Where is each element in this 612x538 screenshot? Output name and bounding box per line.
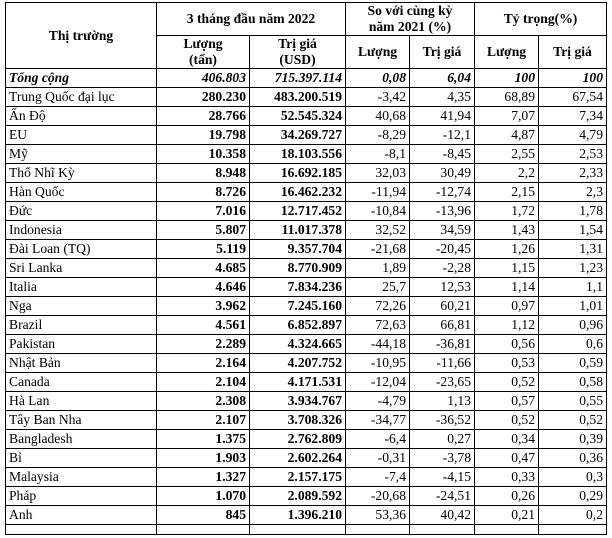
- share-value-cell: 2,53: [539, 145, 607, 164]
- share-volume-cell: 0,97: [475, 297, 539, 316]
- share-value-cell: 0,96: [539, 316, 607, 335]
- header-value: [250, 36, 346, 69]
- share-volume-cell: 1,72: [475, 202, 539, 221]
- value-cell: 52.545.324: [250, 107, 346, 126]
- change-value-cell: 60,21: [410, 297, 475, 316]
- table-row: [6, 183, 607, 202]
- total-change-volume: 0,08: [346, 69, 410, 88]
- market-name-cell: Canada: [6, 373, 157, 392]
- market-name-cell: Thổ Nhĩ Kỳ: [6, 164, 157, 183]
- value-cell: 16.692.185: [250, 164, 346, 183]
- table-row: [6, 354, 607, 373]
- header-compare-line1: So với cùng kỳ: [367, 3, 453, 18]
- change-volume-cell: 32,03: [346, 164, 410, 183]
- market-name-cell: Nhật Bản: [6, 354, 157, 373]
- volume-cell: 4.561: [157, 316, 250, 335]
- header-period: [157, 3, 346, 36]
- share-volume-cell: 1,43: [475, 221, 539, 240]
- volume-cell: 1.903: [157, 449, 250, 468]
- table-row: [6, 316, 607, 335]
- value-cell: 34.269.727: [250, 126, 346, 145]
- table-row-partial: [6, 525, 607, 535]
- table-row: [6, 107, 607, 126]
- value-cell: 4.171.531: [250, 373, 346, 392]
- table-row: [6, 240, 607, 259]
- export-market-table: [5, 2, 607, 535]
- total-share-volume: 100: [475, 69, 539, 88]
- value-cell: 7.245.160: [250, 297, 346, 316]
- change-volume-cell: -11,94: [346, 183, 410, 202]
- header-share-label: Tỷ trọng(%): [503, 11, 578, 26]
- share-value-cell: 1,31: [539, 240, 607, 259]
- share-volume-cell: 0,57: [475, 392, 539, 411]
- value-cell: 3.708.326: [250, 411, 346, 430]
- share-volume-cell: 4,87: [475, 126, 539, 145]
- change-value-cell: 66,81: [410, 316, 475, 335]
- share-volume-cell: 0,52: [475, 411, 539, 430]
- volume-cell: 4.685: [157, 259, 250, 278]
- change-volume-cell: -4,79: [346, 392, 410, 411]
- table-row: [6, 145, 607, 164]
- share-volume-cell: 0,47: [475, 449, 539, 468]
- share-value-cell: 0,39: [539, 430, 607, 449]
- market-name-cell: Malaysia: [6, 468, 157, 487]
- market-name-cell: EU: [6, 126, 157, 145]
- value-cell: 4.207.752: [250, 354, 346, 373]
- change-value-cell: 1,13: [410, 392, 475, 411]
- header-value-line2: (USD): [279, 52, 316, 67]
- change-value-cell: -36,52: [410, 411, 475, 430]
- table-row: [6, 259, 607, 278]
- header-change-volume: Lượng: [346, 36, 410, 69]
- market-name-cell: Bỉ: [6, 449, 157, 468]
- market-name-cell: Đức: [6, 202, 157, 221]
- header-compare: [346, 3, 475, 36]
- partial-cell: [346, 525, 410, 535]
- share-value-cell: 1,1: [539, 278, 607, 297]
- value-cell: 1.396.210: [250, 506, 346, 525]
- table-row: [6, 373, 607, 392]
- header-compare-line2: năm 2021 (%): [368, 19, 452, 34]
- change-volume-cell: 1,89: [346, 259, 410, 278]
- share-volume-cell: 1,26: [475, 240, 539, 259]
- volume-cell: 8.948: [157, 164, 250, 183]
- change-value-cell: -3,78: [410, 449, 475, 468]
- header-change-value: Trị giá: [410, 36, 475, 69]
- volume-cell: 2.107: [157, 411, 250, 430]
- value-cell: 7.834.236: [250, 278, 346, 297]
- change-value-cell: -36,81: [410, 335, 475, 354]
- market-name-cell: Nga: [6, 297, 157, 316]
- value-cell: 11.017.378: [250, 221, 346, 240]
- table-row: [6, 411, 607, 430]
- volume-cell: 7.016: [157, 202, 250, 221]
- share-value-cell: 0,55: [539, 392, 607, 411]
- value-cell: 6.852.897: [250, 316, 346, 335]
- total-volume: 406.803: [157, 69, 250, 88]
- volume-cell: 10.358: [157, 145, 250, 164]
- change-value-cell: -23,65: [410, 373, 475, 392]
- change-volume-cell: 32,52: [346, 221, 410, 240]
- market-name-cell: Italia: [6, 278, 157, 297]
- value-cell: 8.770.909: [250, 259, 346, 278]
- share-value-cell: 0,3: [539, 468, 607, 487]
- header-period-label: 3 tháng đầu năm 2022: [186, 11, 316, 26]
- value-cell: 2.089.592: [250, 487, 346, 506]
- header-volume: [157, 36, 250, 69]
- market-name-cell: Bangladesh: [6, 430, 157, 449]
- share-volume-cell: 1,14: [475, 278, 539, 297]
- share-value-cell: 1,78: [539, 202, 607, 221]
- change-volume-cell: 53,36: [346, 506, 410, 525]
- share-value-cell: 0,29: [539, 487, 607, 506]
- table-row: [6, 202, 607, 221]
- share-value-cell: 0,58: [539, 373, 607, 392]
- change-value-cell: 0,27: [410, 430, 475, 449]
- market-name-cell: Đài Loan (TQ): [6, 240, 157, 259]
- change-value-cell: 34,59: [410, 221, 475, 240]
- change-value-cell: -20,45: [410, 240, 475, 259]
- share-volume-cell: 0,26: [475, 487, 539, 506]
- value-cell: 18.103.556: [250, 145, 346, 164]
- table-body: [6, 69, 607, 535]
- change-volume-cell: -8,29: [346, 126, 410, 145]
- change-value-cell: -24,51: [410, 487, 475, 506]
- change-value-cell: 40,42: [410, 506, 475, 525]
- header-market: Thị trường: [6, 3, 157, 69]
- volume-cell: 1.375: [157, 430, 250, 449]
- table-row: [6, 449, 607, 468]
- table-row: [6, 278, 607, 297]
- partial-cell: [410, 525, 475, 535]
- change-value-cell: -4,15: [410, 468, 475, 487]
- share-value-cell: 0,52: [539, 411, 607, 430]
- market-name-cell: Pakistan: [6, 335, 157, 354]
- market-name-cell: Tây Ban Nha: [6, 411, 157, 430]
- change-value-cell: 41,94: [410, 107, 475, 126]
- value-cell: 9.357.704: [250, 240, 346, 259]
- table-row: [6, 221, 607, 240]
- share-volume-cell: 0,34: [475, 430, 539, 449]
- change-volume-cell: -12,04: [346, 373, 410, 392]
- share-value-cell: 2,33: [539, 164, 607, 183]
- share-volume-cell: 0,33: [475, 468, 539, 487]
- share-value-cell: 1,01: [539, 297, 607, 316]
- volume-cell: 2.308: [157, 392, 250, 411]
- market-name-cell: Sri Lanka: [6, 259, 157, 278]
- market-name-cell: Pháp: [6, 487, 157, 506]
- change-value-cell: -11,66: [410, 354, 475, 373]
- share-volume-cell: 1,15: [475, 259, 539, 278]
- share-volume-cell: 2,2: [475, 164, 539, 183]
- value-cell: 12.717.452: [250, 202, 346, 221]
- partial-cell: [157, 525, 250, 535]
- change-volume-cell: -6,4: [346, 430, 410, 449]
- value-cell: 2.762.809: [250, 430, 346, 449]
- change-volume-cell: 72,26: [346, 297, 410, 316]
- change-value-cell: -8,45: [410, 145, 475, 164]
- change-volume-cell: -8,1: [346, 145, 410, 164]
- change-volume-cell: 72,63: [346, 316, 410, 335]
- volume-cell: 2.289: [157, 335, 250, 354]
- partial-cell: [475, 525, 539, 535]
- volume-cell: 3.962: [157, 297, 250, 316]
- share-volume-cell: 0,53: [475, 354, 539, 373]
- share-volume-cell: 0,56: [475, 335, 539, 354]
- total-row: [6, 69, 607, 88]
- value-cell: 4.324.665: [250, 335, 346, 354]
- table-row: [6, 430, 607, 449]
- total-change-value: 6,04: [410, 69, 475, 88]
- value-cell: 3.934.767: [250, 392, 346, 411]
- change-volume-cell: -10,84: [346, 202, 410, 221]
- table-row: [6, 335, 607, 354]
- change-value-cell: -12,74: [410, 183, 475, 202]
- header-volume-line2: (tấn): [189, 52, 217, 67]
- value-cell: 16.462.232: [250, 183, 346, 202]
- table-row: [6, 392, 607, 411]
- share-value-cell: 4,79: [539, 126, 607, 145]
- share-value-cell: 1,23: [539, 259, 607, 278]
- change-volume-cell: -21,68: [346, 240, 410, 259]
- partial-cell: [250, 525, 346, 535]
- value-cell: 483.200.519: [250, 88, 346, 107]
- change-value-cell: 4,35: [410, 88, 475, 107]
- table-row: [6, 88, 607, 107]
- share-value-cell: 7,34: [539, 107, 607, 126]
- total-share-value: 100: [539, 69, 607, 88]
- table-row: [6, 164, 607, 183]
- volume-cell: 845: [157, 506, 250, 525]
- share-value-cell: 0,59: [539, 354, 607, 373]
- change-volume-cell: -3,42: [346, 88, 410, 107]
- change-volume-cell: -20,68: [346, 487, 410, 506]
- market-name-cell: Anh: [6, 506, 157, 525]
- market-name-cell: Trung Quốc đại lục: [6, 88, 157, 107]
- partial-cell: [6, 525, 157, 535]
- volume-cell: 1.070: [157, 487, 250, 506]
- table-row: [6, 126, 607, 145]
- volume-cell: 5.807: [157, 221, 250, 240]
- header-value-line1: Trị giá: [278, 36, 317, 51]
- share-value-cell: 2,3: [539, 183, 607, 202]
- change-volume-cell: -44,18: [346, 335, 410, 354]
- table-row: [6, 468, 607, 487]
- share-value-cell: 1,54: [539, 221, 607, 240]
- share-volume-cell: 2,55: [475, 145, 539, 164]
- volume-cell: 28.766: [157, 107, 250, 126]
- change-value-cell: -13,96: [410, 202, 475, 221]
- change-volume-cell: -34,77: [346, 411, 410, 430]
- share-volume-cell: 0,21: [475, 506, 539, 525]
- volume-cell: 5.119: [157, 240, 250, 259]
- share-volume-cell: 68,89: [475, 88, 539, 107]
- table-row: [6, 487, 607, 506]
- change-volume-cell: 25,7: [346, 278, 410, 297]
- total-name: Tổng cộng: [6, 69, 157, 88]
- change-volume-cell: -0,31: [346, 449, 410, 468]
- share-volume-cell: 1,12: [475, 316, 539, 335]
- share-value-cell: 0,2: [539, 506, 607, 525]
- value-cell: 2.602.264: [250, 449, 346, 468]
- market-name-cell: Hà Lan: [6, 392, 157, 411]
- share-volume-cell: 2,15: [475, 183, 539, 202]
- change-volume-cell: -10,95: [346, 354, 410, 373]
- table-row: [6, 297, 607, 316]
- total-value: 715.397.114: [250, 69, 346, 88]
- market-name-cell: Brazil: [6, 316, 157, 335]
- header-share-volume: Lượng: [475, 36, 539, 69]
- market-name-cell: Hàn Quốc: [6, 183, 157, 202]
- market-name-cell: Mỹ: [6, 145, 157, 164]
- market-name-cell: Indonesia: [6, 221, 157, 240]
- value-cell: 2.157.175: [250, 468, 346, 487]
- header-volume-line1: Lượng: [183, 36, 223, 51]
- market-name-cell: Ấn Độ: [6, 107, 157, 126]
- header-share-value: Trị giá: [539, 36, 607, 69]
- volume-cell: 4.646: [157, 278, 250, 297]
- header-share: [475, 3, 607, 36]
- share-volume-cell: 0,52: [475, 373, 539, 392]
- volume-cell: 19.798: [157, 126, 250, 145]
- change-volume-cell: 40,68: [346, 107, 410, 126]
- volume-cell: 8.726: [157, 183, 250, 202]
- volume-cell: 1.327: [157, 468, 250, 487]
- change-value-cell: -12,1: [410, 126, 475, 145]
- share-volume-cell: 7,07: [475, 107, 539, 126]
- table-row: [6, 506, 607, 525]
- share-value-cell: 0,36: [539, 449, 607, 468]
- change-value-cell: -2,28: [410, 259, 475, 278]
- share-value-cell: 67,54: [539, 88, 607, 107]
- partial-cell: [539, 525, 607, 535]
- share-value-cell: 0,6: [539, 335, 607, 354]
- volume-cell: 280.230: [157, 88, 250, 107]
- change-value-cell: 30,49: [410, 164, 475, 183]
- volume-cell: 2.104: [157, 373, 250, 392]
- volume-cell: 2.164: [157, 354, 250, 373]
- change-value-cell: 12,53: [410, 278, 475, 297]
- change-volume-cell: -7,4: [346, 468, 410, 487]
